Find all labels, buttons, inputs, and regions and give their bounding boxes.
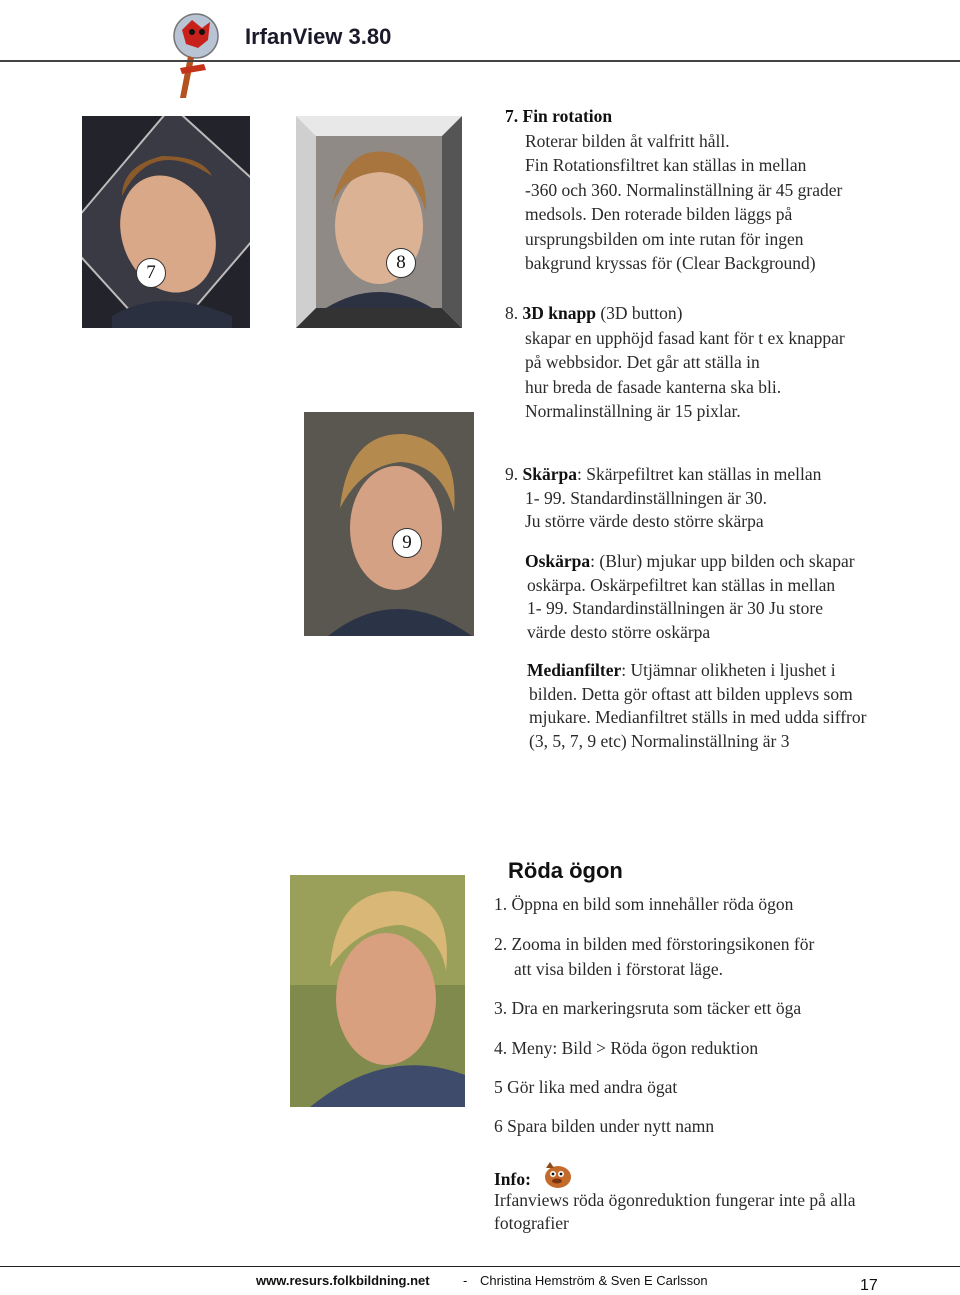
red-eyes-step-6: 6 Spara bilden under nytt namn [494,1116,715,1136]
text-line: ursprungsbilden om inte rutan för ingen [525,228,804,249]
red-eyes-step-3: 3. Dra en markeringsruta som täcker ett öga [494,998,802,1018]
photo-sharpen [304,412,474,636]
photo-number-7: 7 [136,258,166,288]
photo-red-eyes [290,875,465,1107]
text-line: Ju större värde desto större skärpa [525,511,764,531]
red-eyes-step-2-cont: att visa bilden i förstorat läge. [514,959,723,979]
section-term-rest: (3D button) [595,303,683,323]
text-line: mjukare. Medianfiltret ställs in med udda siffror [529,707,867,727]
footer-divider [0,1266,960,1267]
footer-authors: Christina Hemström & Sven E Carlsson [480,1273,708,1288]
photo-number-9: 9 [392,528,422,558]
info-label [494,1167,531,1192]
text-line: bakgrund kryssas för (Clear Background) [525,253,816,273]
section-blur [525,550,855,644]
text-line: skapar en upphöjd fasad kant för t ex knappar [525,327,845,348]
section-3d-button [505,301,845,424]
text-line: medsols. Den roterade bilden läggs på [525,204,793,224]
text-line: hur breda de fasade kanterna ska bli. [525,376,782,397]
section-term-rest: : (Blur) mjukar upp bilden och skapar [590,551,855,571]
photo-fine-rotation [82,116,250,328]
section-term-rest: : Skärpefiltret kan ställas in mellan [576,464,822,484]
mascot-icon [540,1160,574,1190]
section-term: Oskärpa [525,551,591,571]
section-term: 3D knapp [522,303,596,323]
section-number: 9. [505,464,523,484]
text-line: (3, 5, 7, 9 etc) Normalinställning är 3 [529,730,790,751]
text-line: bilden. Detta gör oftast att bilden upplevs som [529,683,853,704]
page-title: IrfanView 3.80 [245,24,392,49]
text-line: på webbsidor. Det går att ställa in [525,352,760,372]
text-line: oskärpa. Oskärpefiltret kan ställas in mellan [527,574,836,595]
red-eyes-step-4: 4. Meny: Bild > Röda ögon reduktion [494,1038,759,1058]
section-heading: 7. Fin rotation [505,106,613,126]
section-median [527,659,866,753]
section-fin-rotation [505,104,842,276]
text-line: fotografier [494,1213,569,1233]
text-line: Roterar bilden åt valfritt håll. [525,130,730,151]
info-label-text: Info: [494,1169,531,1189]
page-number: 17 [860,1277,878,1294]
text-line: -360 och 360. Normalinställning är 45 grader [525,179,843,200]
text-line: 1- 99. Standardinställningen är 30. [525,487,768,508]
footer-site: www.resurs.folkbildning.net [256,1273,430,1288]
section-term: Skärpa [522,464,577,484]
irfanview-logo [158,6,230,102]
photo-3d-button [296,116,462,328]
red-eyes-step-1: 1. Öppna en bild som innehåller röda ögon [494,894,794,914]
text-line: 1- 99. Standardinställningen är 30 Ju store [527,598,823,618]
header-divider [0,60,960,62]
text-line: Irfanviews röda ögonreduktion fungerar inte på alla [494,1190,856,1210]
section-term-rest: : Utjämnar olikheten i ljushet i [621,660,836,680]
section-term: Medianfilter [527,660,622,680]
info-text [494,1189,856,1235]
red-eyes-heading: Röda ögon [508,858,623,883]
red-eyes-step-2: 2. Zooma in bilden med förstoringsikonen för [494,934,815,954]
red-eyes-step-5: 5 Gör lika med andra ögat [494,1077,678,1097]
footer-separator: - [463,1273,468,1288]
text-line: värde desto större oskärpa [527,621,711,642]
section-number: 8. [505,303,523,323]
text-line: Normalinställning är 15 pixlar. [525,401,741,421]
text-line: Fin Rotationsfiltret kan ställas in mellan [525,155,807,175]
section-sharpen [505,463,821,534]
photo-number-8: 8 [386,248,416,278]
